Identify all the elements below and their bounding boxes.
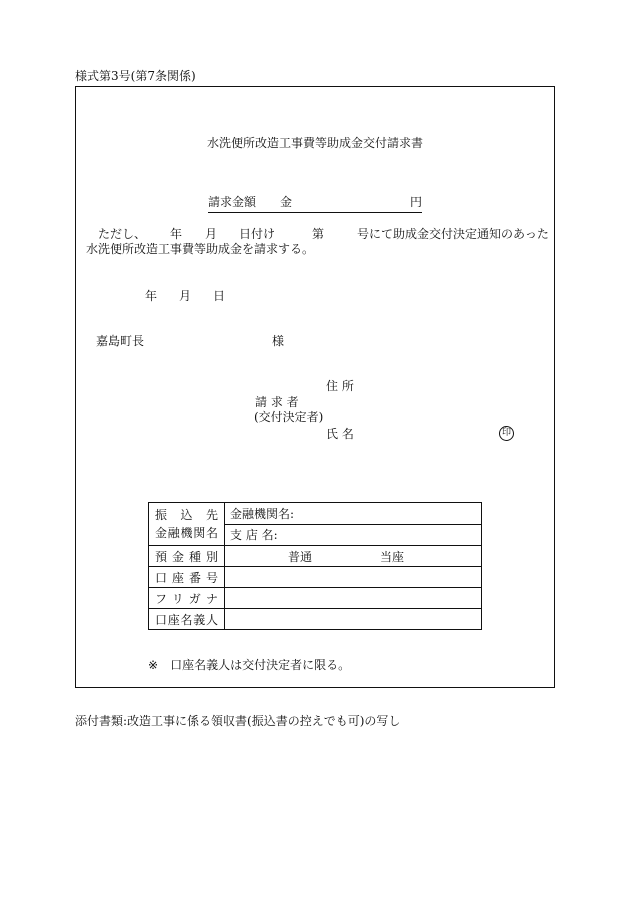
date-year: 年: [145, 289, 158, 303]
addressee-honorific: 様: [272, 334, 285, 348]
bank-account-table: [148, 502, 482, 630]
deposit-option-ordinary[interactable]: 普通: [288, 549, 313, 564]
statement-year: 年: [170, 227, 183, 241]
statement-line2: 水洗便所改造工事費等助成金を請求する。: [86, 242, 315, 256]
addressee-name: 嘉島町長: [96, 334, 145, 348]
note-mark: ※: [148, 658, 159, 672]
furigana-field[interactable]: [225, 588, 482, 609]
attachment-note: 添付書類:改造工事に係る領収書(振込書の控えでも可)の写し: [75, 714, 401, 728]
account-number-label: 口座番号: [149, 567, 225, 588]
amount-kin: 金: [280, 195, 293, 209]
amount-label: 請求金額: [208, 195, 257, 209]
seal-mark: 印: [499, 426, 514, 441]
address-label: 住 所: [326, 379, 354, 393]
statement-date-suffix: 日付け: [239, 227, 276, 241]
amount-line: [208, 196, 422, 213]
note: [148, 659, 350, 671]
institution-field[interactable]: [225, 503, 482, 525]
institution-label: 金融機関名:: [230, 506, 295, 521]
transfer-header: [149, 503, 225, 546]
branch-label: 支 店 名:: [230, 528, 278, 543]
deposit-type-label: 預金種別: [149, 546, 225, 567]
statement-month: 月: [205, 227, 218, 241]
deposit-type-field[interactable]: [225, 546, 482, 567]
date-month: 月: [179, 289, 192, 303]
note-text: 口座名義人は交付決定者に限る。: [170, 658, 351, 672]
statement-tadashi: ただし、: [98, 227, 147, 241]
claimant-label: 請 求 者: [255, 395, 299, 409]
statement-dai: 第: [312, 227, 325, 241]
account-holder-label: 口座名義人: [149, 609, 225, 630]
date-day: 日: [213, 289, 226, 303]
amount-yen: 円: [410, 195, 423, 209]
transfer-header-line1: 振 込 先: [155, 508, 218, 522]
decision-label: (交付決定者): [254, 410, 324, 424]
document-title: 水洗便所改造工事費等助成金交付請求書: [206, 136, 423, 150]
account-number-field[interactable]: [225, 567, 482, 588]
branch-field[interactable]: [225, 524, 482, 546]
furigana-label: フリガナ: [149, 588, 225, 609]
transfer-header-line2: 金融機関名: [155, 526, 218, 540]
deposit-option-current[interactable]: 当座: [380, 549, 405, 564]
name-label: 氏 名: [326, 427, 354, 441]
account-holder-field[interactable]: [225, 609, 482, 630]
form-number: 様式第3号(第7条関係): [75, 69, 196, 83]
statement-rest: 号にて助成金交付決定通知のあった: [357, 227, 549, 241]
